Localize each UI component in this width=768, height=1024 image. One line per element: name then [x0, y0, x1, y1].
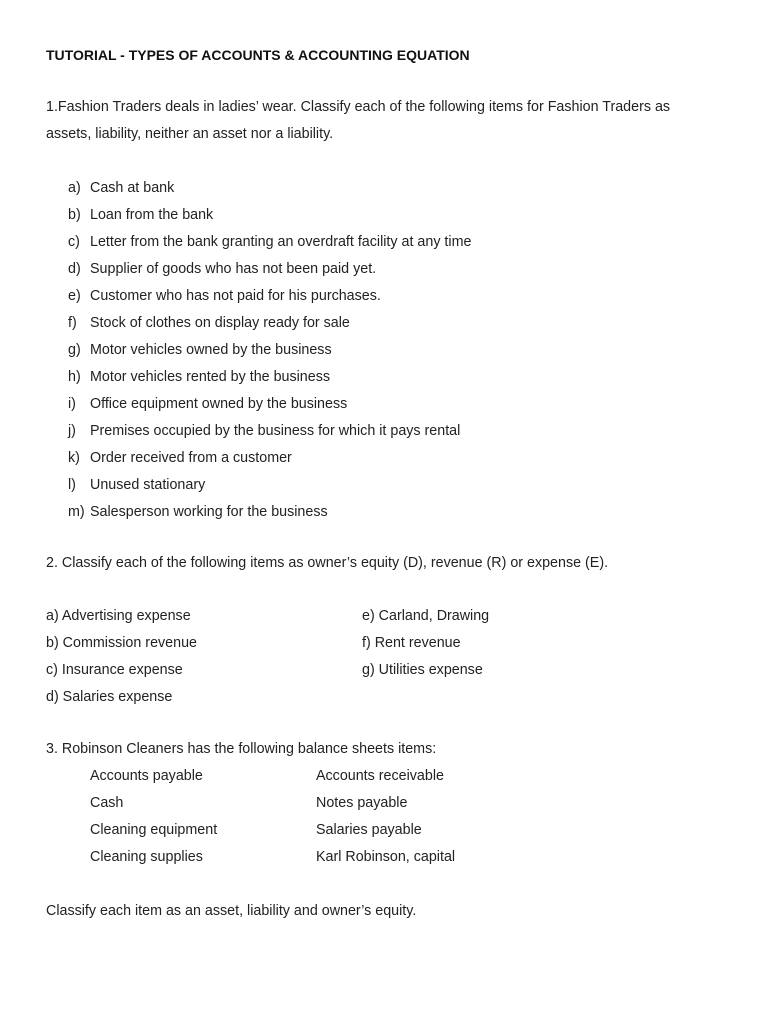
list-item-text: Letter from the bank granting an overdraft facility at any time — [90, 234, 472, 250]
list-item-label: c) — [68, 234, 80, 250]
list-item-label: g) — [68, 342, 81, 358]
list-item-text: Cash at bank — [90, 180, 175, 196]
question-1-prompt — [46, 94, 670, 148]
item-row — [46, 684, 726, 711]
balance-sheet-row — [46, 844, 726, 871]
item-right: f) Rent revenue — [362, 635, 461, 651]
list-item — [46, 175, 726, 202]
question-3-instruction: Classify each item as an asset, liability and owner’s equity. — [46, 903, 417, 919]
balance-sheet-item-left: Accounts payable — [90, 768, 203, 784]
list-item-label: a) — [68, 180, 81, 196]
list-item — [46, 229, 726, 256]
list-item-text: Office equipment owned by the business — [90, 396, 348, 412]
balance-sheet-item-right: Karl Robinson, capital — [316, 849, 456, 865]
list-item-label: h) — [68, 369, 81, 385]
list-item — [46, 499, 726, 526]
list-item-text: Motor vehicles rented by the business — [90, 369, 330, 385]
list-item-text: Supplier of goods who has not been paid yet. — [90, 261, 377, 277]
balance-sheet-item-left: Cleaning equipment — [90, 822, 218, 838]
page-title: TUTORIAL - TYPES OF ACCOUNTS & ACCOUNTING EQUATION — [46, 47, 470, 63]
list-item-text: Premises occupied by the business for which it pays rental — [90, 423, 461, 439]
list-item — [46, 364, 726, 391]
item-row — [46, 657, 726, 684]
balance-sheet-item-right: Accounts receivable — [316, 768, 444, 784]
list-item — [46, 445, 726, 472]
item-right: g) Utilities expense — [362, 662, 483, 678]
list-item — [46, 310, 726, 337]
balance-sheet-item-left: Cash — [90, 795, 124, 811]
list-item — [46, 472, 726, 499]
question-1-prompt-line2: assets, liability, neither an asset nor a liability. — [46, 126, 334, 142]
question-3-prompt: 3. Robinson Cleaners has the following balance sheets items: — [46, 741, 437, 757]
list-item-label: f) — [68, 315, 77, 331]
list-item-label: i) — [68, 396, 76, 412]
question-1-list — [46, 175, 726, 526]
balance-sheet-row — [46, 790, 726, 817]
list-item — [46, 283, 726, 310]
balance-sheet-row — [46, 763, 726, 790]
list-item-label: j) — [68, 423, 76, 439]
item-row — [46, 603, 726, 630]
list-item-text: Loan from the bank — [90, 207, 214, 223]
list-item-label: k) — [68, 450, 80, 466]
balance-sheet-item-right: Notes payable — [316, 795, 408, 811]
balance-sheet-item-left: Cleaning supplies — [90, 849, 203, 865]
balance-sheet-item-right: Salaries payable — [316, 822, 422, 838]
list-item-label: b) — [68, 207, 81, 223]
list-item — [46, 337, 726, 364]
question-3-items — [46, 763, 726, 871]
list-item-text: Customer who has not paid for his purchases. — [90, 288, 381, 304]
item-row — [46, 630, 726, 657]
question-2-prompt: 2. Classify each of the following items as owner’s equity (D), revenue (R) or expense (E). — [46, 555, 609, 571]
list-item — [46, 418, 726, 445]
balance-sheet-row — [46, 817, 726, 844]
question-1-prompt-line1: 1.Fashion Traders deals in ladies’ wear. Classify each of the following items for Fashion Traders as — [46, 99, 671, 115]
list-item-text: Motor vehicles owned by the business — [90, 342, 332, 358]
item-right: e) Carland, Drawing — [362, 608, 490, 624]
list-item-text: Order received from a customer — [90, 450, 292, 466]
item-left: a) Advertising expense — [46, 608, 191, 624]
item-left: b) Commission revenue — [46, 635, 197, 651]
list-item-label: e) — [68, 288, 81, 304]
item-left: c) Insurance expense — [46, 662, 183, 678]
list-item — [46, 391, 726, 418]
question-2-items — [46, 603, 726, 711]
list-item-label: m) — [68, 504, 85, 520]
list-item-label: l) — [68, 477, 76, 493]
list-item-text: Unused stationary — [90, 477, 206, 493]
list-item-label: d) — [68, 261, 81, 277]
item-left: d) Salaries expense — [46, 689, 173, 705]
list-item-text: Stock of clothes on display ready for sale — [90, 315, 350, 331]
list-item — [46, 202, 726, 229]
list-item — [46, 256, 726, 283]
list-item-text: Salesperson working for the business — [90, 504, 328, 520]
